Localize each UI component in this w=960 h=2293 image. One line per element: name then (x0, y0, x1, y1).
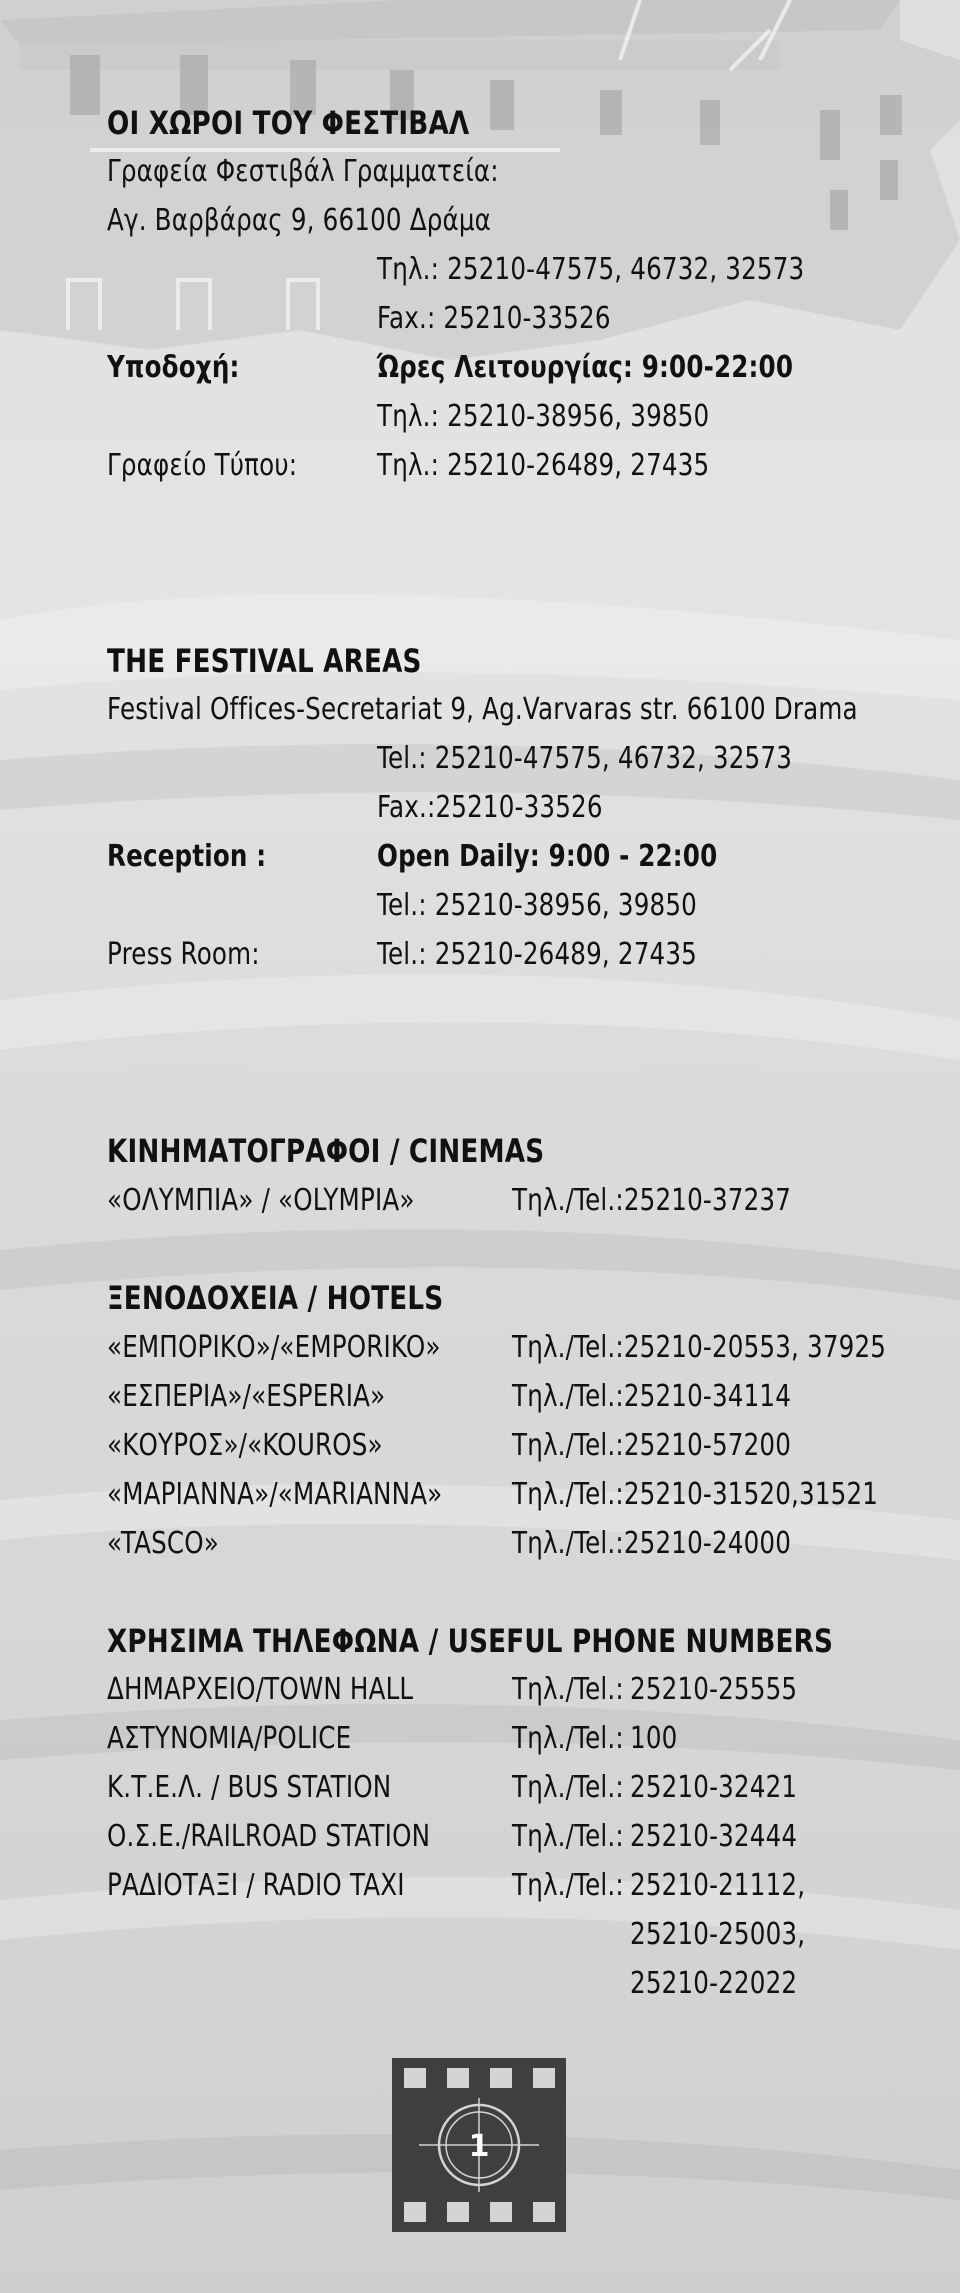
phone-prefix: Τηλ./Tel.: (512, 1868, 624, 1903)
service-number: 25210-21112, (630, 1868, 806, 1903)
cinema-name: «ΟΛΥΜΠΙΑ» / «OLYMPIA» (107, 1183, 415, 1218)
service-name: ΡΑΔΙΟΤΑΞΙ / RADIO TAXI (107, 1868, 405, 1903)
hotel-phone: Τηλ./Tel.:25210-24000 (512, 1526, 792, 1561)
hotel-name: «ΕΜΠΟΡΙΚΟ»/«EMPORIKO» (107, 1330, 441, 1365)
service-name: Κ.Τ.Ε.Λ. / BUS STATION (107, 1770, 392, 1805)
section-heading: THE FESTIVAL AREAS (107, 642, 422, 680)
hotel-phone: Τηλ./Tel.:25210-31520,31521 (512, 1477, 879, 1512)
service-name: Ο.Σ.Ε./RAILROAD STATION (107, 1819, 431, 1854)
press-phone: Tel.: 25210-26489, 27435 (377, 937, 697, 972)
phone: Τηλ.: 25210-47575, 46732, 32573 (377, 252, 805, 287)
offices-line: Festival Offices-Secretariat 9, Ag.Varvaras str. 66100 Drama (107, 692, 858, 727)
offices-label: Γραφεία Φεστιβάλ Γραμματεία: (107, 154, 499, 189)
cinema-phone: Τηλ./Tel.:25210-37237 (512, 1183, 792, 1218)
fax: Fax.:25210-33526 (377, 790, 603, 825)
hotel-name: «TASCO» (107, 1526, 220, 1561)
service-number: 25210-32421 (630, 1770, 798, 1805)
reception-phone: Tel.: 25210-38956, 39850 (377, 888, 697, 923)
service-number: 25210-25555 (630, 1672, 798, 1707)
service-name: ΔΗΜΑΡΧΕΙΟ/TOWN HALL (107, 1672, 414, 1707)
service-number: 25210-32444 (630, 1819, 798, 1854)
section-heading: ΚΙΝΗΜΑΤΟΓΡΑΦΟΙ / CINEMAS (107, 1132, 545, 1170)
hotel-name: «ΚΟΥΡΟΣ»/«KOUROS» (107, 1428, 383, 1463)
hotel-phone: Τηλ./Tel.:25210-57200 (512, 1428, 792, 1463)
phone-prefix: Τηλ./Tel.: (512, 1672, 624, 1707)
film-countdown-icon (392, 2058, 566, 2232)
section-heading: ΞΕΝΟΔΟΧΕΙΑ / HOTELS (107, 1279, 444, 1317)
address: Αγ. Βαρβάρας 9, 66100 Δράμα (107, 203, 492, 238)
countdown-number: 1 (468, 2129, 490, 2164)
hotel-name: «ΕΣΠΕΡΙΑ»/«ESPERIA» (107, 1379, 386, 1414)
reception-phone: Τηλ.: 25210-38956, 39850 (377, 399, 710, 434)
section-heading: ΧΡΗΣΙΜΑ ΤΗΛΕΦΩΝΑ / USEFUL PHONE NUMBERS (107, 1622, 834, 1660)
hotel-phone: Τηλ./Tel.:25210-20553, 37925 (512, 1330, 887, 1365)
hotel-name: «ΜΑΡΙΑΝΝΑ»/«MARIANNA» (107, 1477, 443, 1512)
phone: Tel.: 25210-47575, 46732, 32573 (377, 741, 793, 776)
phone-prefix: Τηλ./Tel.: (512, 1721, 624, 1756)
opening-hours: Open Daily: 9:00 - 22:00 (377, 839, 718, 874)
service-number-extra: 25210-25003, (630, 1917, 806, 1952)
press-label: Press Room: (107, 937, 260, 972)
reception-label: Reception : (107, 839, 267, 874)
reception-label: Υποδοχή: (107, 350, 240, 385)
service-number-extra: 25210-22022 (630, 1966, 798, 2001)
press-label: Γραφείο Τύπου: (107, 448, 298, 483)
phone-prefix: Τηλ./Tel.: (512, 1770, 624, 1805)
service-number: 100 (630, 1721, 678, 1756)
service-name: ΑΣΤΥΝΟΜΙΑ/POLICE (107, 1721, 352, 1756)
section-heading: ΟΙ ΧΩΡΟΙ ΤΟΥ ΦΕΣΤΙΒΑΛ (107, 104, 470, 142)
phone-prefix: Τηλ./Tel.: (512, 1819, 624, 1854)
hotel-phone: Τηλ./Tel.:25210-34114 (512, 1379, 792, 1414)
fax: Fax.: 25210-33526 (377, 301, 611, 336)
opening-hours: Ώρες Λειτουργίας: 9:00-22:00 (377, 350, 794, 385)
press-phone: Τηλ.: 25210-26489, 27435 (377, 448, 710, 483)
